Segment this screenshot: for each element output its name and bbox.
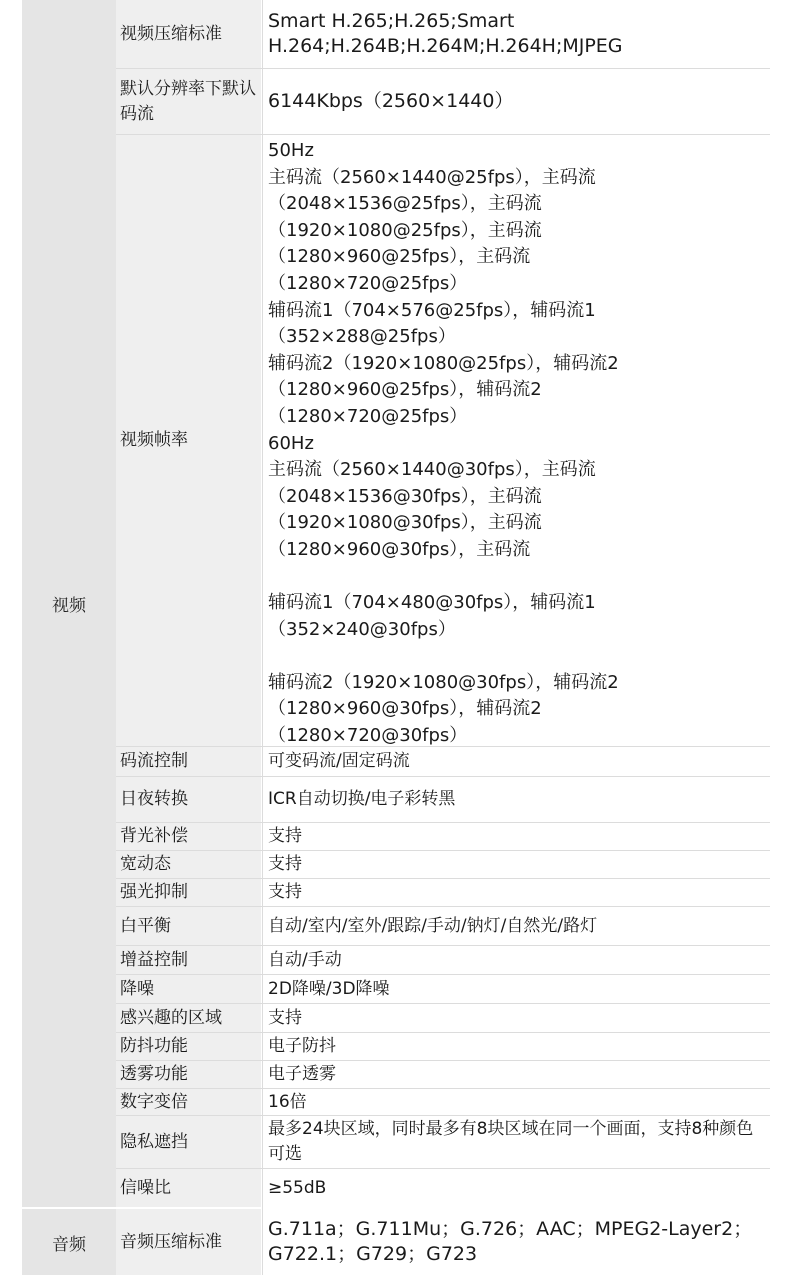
row-label-backlight: 背光补偿 bbox=[116, 823, 261, 850]
frame-rate-line: （1280×720@30fps） bbox=[268, 725, 468, 746]
row-label-hlc: 强光抑制 bbox=[116, 879, 261, 906]
frame-rate-line: 辅码流1（704×576@25fps），辅码流1 bbox=[268, 299, 596, 321]
frame-rate-line: （352×240@30fps） bbox=[268, 618, 456, 640]
row-label-gain-control: 增益控制 bbox=[116, 946, 261, 974]
row-value-default-bitrate: 6144Kbps（2560×1440） bbox=[264, 69, 770, 134]
frame-rate-spacer bbox=[268, 643, 619, 670]
frame-rate-line: （1920×1080@30fps），主码流 bbox=[268, 512, 542, 534]
frame-rate-line: （352×288@25fps） bbox=[268, 326, 456, 348]
section-video bbox=[22, 0, 116, 1207]
frame-rate-line: （1920×1080@25fps），主码流 bbox=[268, 219, 542, 241]
row-label-stabilization: 防抖功能 bbox=[116, 1033, 261, 1060]
row-label-digital-zoom: 数字变倍 bbox=[116, 1089, 261, 1115]
row-label-wdr: 宽动态 bbox=[116, 851, 261, 878]
row-value-roi: 支持 bbox=[264, 1004, 770, 1032]
row-value-frame-rate bbox=[264, 135, 770, 746]
row-label-video-compression: 视频压缩标准 bbox=[116, 0, 261, 68]
row-label-privacy-mask: 隐私遮挡 bbox=[116, 1116, 261, 1168]
row-label-noise-reduction: 降噪 bbox=[116, 975, 261, 1003]
row-value-backlight: 支持 bbox=[264, 823, 770, 850]
frame-rate-line: （1280×960@30fps），辅码流2 bbox=[268, 698, 542, 720]
row-label-default-bitrate: 默认分辨率下默认码流 bbox=[116, 69, 261, 134]
row-label-roi: 感兴趣的区域 bbox=[116, 1004, 261, 1032]
row-value-digital-zoom: 16倍 bbox=[264, 1089, 770, 1115]
row-value-bitrate-control: 可变码流/固定码流 bbox=[264, 747, 770, 776]
frame-rate-line: （2048×1536@30fps），主码流 bbox=[268, 485, 542, 507]
row-value-video-compression: Smart H.265;H.265;Smart H.264;H.264B;H.264M;H.264H;MJPEG bbox=[264, 0, 770, 68]
frame-rate-line: 50Hz bbox=[268, 140, 314, 161]
frame-rate-spacer bbox=[268, 564, 619, 591]
row-value-day-night: ICR自动切换/电子彩转黑 bbox=[264, 777, 770, 822]
section-audio bbox=[22, 1209, 116, 1275]
row-value-gain-control: 自动/手动 bbox=[264, 946, 770, 974]
frame-rate-line: 辅码流2（1920×1080@30fps），辅码流2 bbox=[268, 671, 619, 693]
row-value-noise-reduction: 2D降噪/3D降噪 bbox=[264, 975, 770, 1003]
frame-rate-line: （1280×720@25fps） bbox=[268, 272, 468, 294]
row-label-white-balance: 白平衡 bbox=[116, 907, 261, 945]
row-value-hlc: 支持 bbox=[264, 879, 770, 906]
row-value-stabilization: 电子防抖 bbox=[264, 1033, 770, 1060]
row-value-privacy-mask: 最多24块区域，同时最多有8块区域在同一个画面，支持8种颜色可选 bbox=[264, 1116, 770, 1168]
row-label-bitrate-control: 码流控制 bbox=[116, 747, 261, 776]
row-label-day-night: 日夜转换 bbox=[116, 777, 261, 822]
frame-rate-line: （1280×720@25fps） bbox=[268, 405, 468, 427]
frame-rate-line: （1280×960@25fps），辅码流2 bbox=[268, 379, 542, 401]
row-value-audio-compression: G.711a；G.711Mu；G.726；AAC；MPEG2-Layer2；G722.1；G729；G723 bbox=[264, 1209, 770, 1275]
frame-rate-line: 60Hz bbox=[268, 432, 314, 454]
row-label-snr: 信噪比 bbox=[116, 1169, 261, 1207]
row-label-frame-rate: 视频帧率 bbox=[116, 135, 261, 746]
section-audio-label: 音频 bbox=[52, 1234, 86, 1255]
column-divider bbox=[262, 0, 263, 1275]
frame-rate-lines bbox=[268, 138, 619, 746]
row-value-defog: 电子透雾 bbox=[264, 1061, 770, 1088]
row-label-audio-compression: 音频压缩标准 bbox=[116, 1209, 261, 1275]
frame-rate-line: （1280×960@30fps），主码流 bbox=[268, 538, 531, 560]
frame-rate-line: （2048×1536@25fps），主码流 bbox=[268, 193, 542, 215]
frame-rate-line: 主码流（2560×1440@25fps），主码流 bbox=[268, 166, 596, 188]
frame-rate-line: 辅码流1（704×480@30fps），辅码流1 bbox=[268, 592, 596, 614]
row-value-wdr: 支持 bbox=[264, 851, 770, 878]
frame-rate-line: （1280×960@25fps），主码流 bbox=[268, 246, 531, 268]
frame-rate-line: 主码流（2560×1440@30fps），主码流 bbox=[268, 459, 596, 481]
row-value-snr: ≥55dB bbox=[264, 1169, 770, 1207]
row-value-white-balance: 自动/室内/室外/跟踪/手动/钠灯/自然光/路灯 bbox=[264, 907, 770, 945]
frame-rate-line: 辅码流2（1920×1080@25fps），辅码流2 bbox=[268, 352, 619, 374]
section-video-label: 视频 bbox=[52, 596, 86, 616]
row-label-defog: 透雾功能 bbox=[116, 1061, 261, 1088]
